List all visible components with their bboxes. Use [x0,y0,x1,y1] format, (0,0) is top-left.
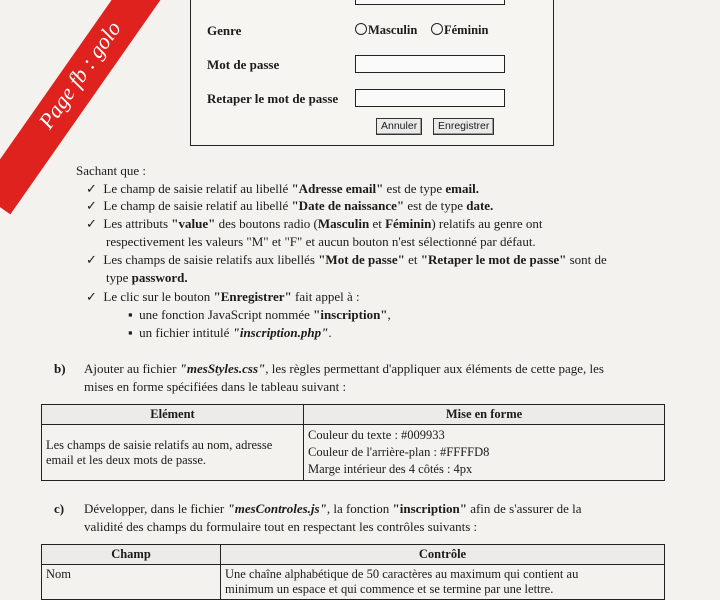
text: des boutons radio ( [215,216,318,231]
text: , la fonction [326,501,393,516]
watermark-text: Page fb : golo [33,16,126,134]
checkmark-icon: ✓ [86,181,97,196]
part-b-line1 [84,360,694,377]
text: "Mot de passe" [318,252,405,267]
text: "Date de naissance" [291,198,405,213]
text: "mesStyles.css" [179,361,266,376]
radio-masculin[interactable] [355,23,417,38]
part-c-line1 [84,500,694,517]
text: et [404,252,421,267]
radio-feminin-label: Féminin [444,23,489,37]
text: , [387,307,391,322]
text: fait appel à : [291,289,360,304]
text: Les champs de saisie relatifs aux libellés [103,252,319,267]
checkmark-icon: ✓ [86,289,97,304]
intro-text: Sachant que : [76,163,147,178]
square-bullet-icon: ▪ [128,307,133,322]
text: Les attributs [103,216,172,231]
text: Le champ de saisie relatif au libellé [103,181,292,196]
table-header: Champ [42,545,221,565]
text: Une chaîne alphabétique de 50 caractères au maximum qui contient au [225,567,579,581]
text: "inscription.php" [232,325,329,340]
text: sont de [566,252,607,267]
text: afin de s'assurer de la [466,501,582,516]
text: "value" [171,216,216,231]
table-cell: Les champs de saisie relatifs au nom, adresse email et les deux mots de passe. [42,425,304,481]
part-b-marker: b) [54,361,66,376]
checkmark-icon: ✓ [86,216,97,231]
password-input[interactable] [355,55,505,73]
sub-bullet-2 [128,324,332,341]
table-header: Elément [42,405,304,425]
text: "Retaper le mot de passe" [420,252,567,267]
part-b-line2: mises en forme spécifiées dans le tableau suivant : [84,379,347,394]
checkmark-icon: ✓ [86,252,97,267]
text: "Adresse email" [291,181,384,196]
text: une fonction JavaScript nommée [139,307,314,322]
text: Le clic sur le bouton [103,289,214,304]
cancel-button[interactable]: Annuler [376,118,422,135]
text: un fichier intitulé [139,325,233,340]
bullet-3 [86,215,686,232]
text: minimum un espace et qui commence et se termine par une lettre. [225,582,554,596]
text: "Enregistrer" [213,289,292,304]
submit-button[interactable]: Enregistrer [433,118,494,135]
text: "inscription" [313,307,388,322]
text: email. [445,181,479,196]
text: Marge intérieur des 4 côtés : 4px [308,462,473,476]
form-mockup [190,0,554,146]
text: , les règles permettant d'appliquer aux éléments de cette page, les [265,361,604,376]
text: Développer, dans le fichier [84,501,228,516]
text: password. [131,270,188,285]
part-c-marker: c) [54,501,65,516]
radio-feminin[interactable] [431,23,488,38]
text: Ajouter au fichier [84,361,180,376]
bullet-5 [86,288,686,305]
bullet-1 [86,180,686,197]
text: date. [466,198,494,213]
text: . [328,325,332,340]
bullet-3-cont: respectivement les valeurs "M" et "F" et aucun bouton n'est sélectionné par défaut. [106,234,536,249]
text: Le champ de saisie relatif au libellé [103,198,292,213]
password-label: Mot de passe [207,57,280,72]
repassword-label: Retaper le mot de passe [207,91,339,106]
table-header: Contrôle [221,545,665,565]
radio-masculin-label: Masculin [368,23,418,37]
text: est de type [404,198,467,213]
styles-table [41,404,665,481]
text: Couleur de l'arrière-plan : #FFFFD8 [308,445,490,459]
controls-table [41,544,665,600]
radio-circle-icon [355,23,367,35]
table-cell [304,425,665,481]
repassword-input[interactable] [355,89,505,107]
top-input-field[interactable] [355,0,505,5]
radio-circle-icon [431,23,443,35]
table-header: Mise en forme [304,405,665,425]
text: et [369,216,386,231]
checkmark-icon: ✓ [86,198,97,213]
text: Féminin [385,216,432,231]
text: type [106,270,132,285]
bullet-4 [86,251,686,268]
bullet-2 [86,197,686,214]
genre-label: Genre [207,23,242,38]
bullet-4-cont [106,269,188,286]
table-cell: Nom [42,565,221,600]
square-bullet-icon: ▪ [128,325,133,340]
text: ) relatifs au genre ont [431,216,543,231]
text: Masculin [317,216,370,231]
text: est de type [383,181,446,196]
text: "inscription" [392,501,467,516]
text: Couleur du texte : #009933 [308,428,445,442]
table-cell [221,565,665,600]
text: "mesControles.js" [227,501,327,516]
part-c-line2: validité des champs du formulaire tout en respectant les contrôles suivants : [84,519,478,534]
sub-bullet-1 [128,306,391,323]
